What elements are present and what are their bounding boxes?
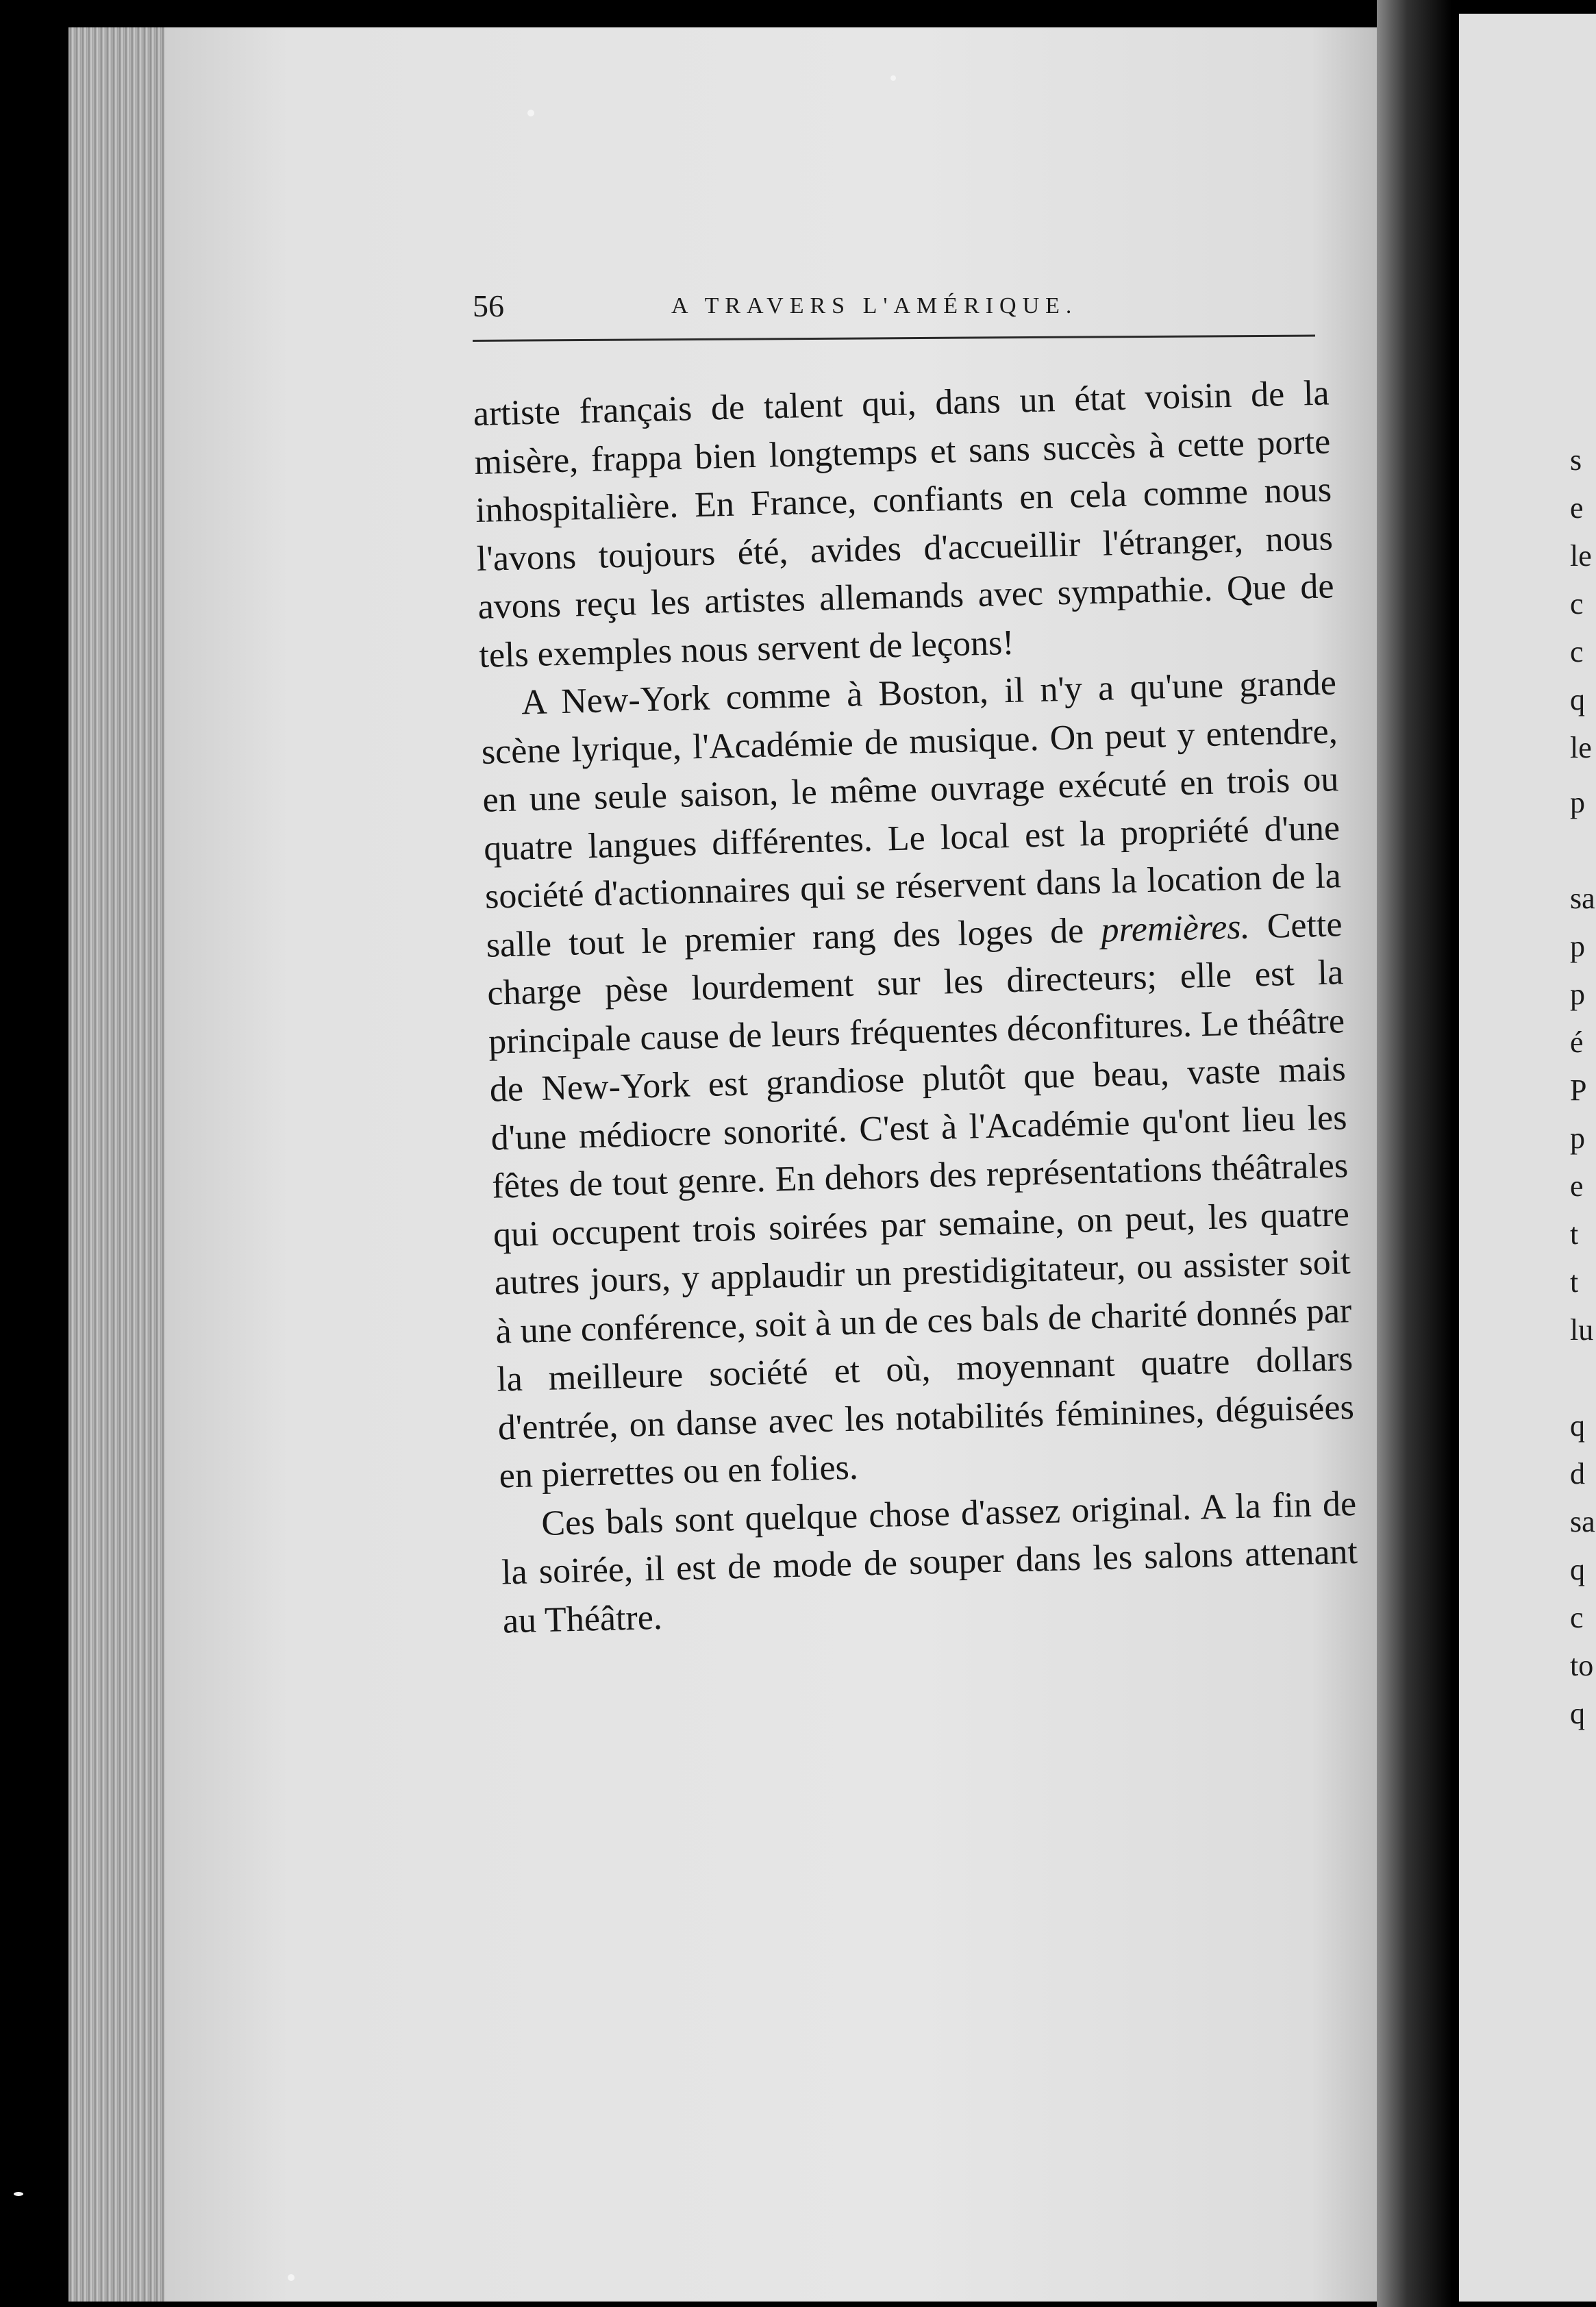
- facing-page-fragment: sa: [1570, 882, 1595, 915]
- facing-page-fragment: to: [1570, 1649, 1594, 1682]
- facing-page-fragment: s: [1570, 443, 1582, 477]
- running-title: A TRAVERS L'AMÉRIQUE.: [671, 293, 1078, 319]
- scan-speck: [527, 110, 534, 116]
- facing-page-fragment: e: [1570, 491, 1584, 525]
- facing-page-fragment: q: [1570, 1409, 1585, 1443]
- facing-page-fragment: q: [1570, 1553, 1585, 1586]
- facing-page-fragment: q: [1570, 1697, 1585, 1730]
- facing-page-fragment: t: [1570, 1265, 1579, 1299]
- facing-page-fragment: c: [1570, 1601, 1584, 1634]
- facing-page-fragment: lu: [1570, 1313, 1594, 1347]
- facing-page-fragment: le: [1570, 731, 1592, 764]
- gutter-shadow: [1377, 0, 1452, 2307]
- scan-speck: [288, 2274, 295, 2281]
- facing-page-fragment: c: [1570, 587, 1584, 621]
- facing-page-fragment: d: [1570, 1457, 1585, 1491]
- facing-page-fragment: p: [1570, 1121, 1585, 1155]
- body-text: [473, 369, 1363, 1815]
- facing-page-fragment: e: [1570, 1169, 1584, 1203]
- italic-text: premières.: [1100, 907, 1251, 950]
- page-edges: [68, 27, 178, 2302]
- facing-page-fragment: p: [1570, 977, 1585, 1011]
- paragraph: artiste français de talent qui, dans un état voisin de la misère, frappa bien longtemps et sans succès à cette porte inhospitalière. En France, confiants en cela comme nous l'avons toujours été, avides d'accueillir l'étranger, nous avons reçu les artistes allemands avec sympathie. Que de tels exemples nous servent de leçons!: [473, 373, 1335, 675]
- scan-speck: [14, 2192, 23, 2196]
- paragraph-text: Cette charge pèse lourdement sur les directeurs; elle est la principale cause de leurs fréquentes déconfitures. Le théâtre de New-York est grandiose plutôt que beau, vaste mais d'une médiocre sonorité. C'est à l'Académie qu'ont lieu les fêtes de tout genre. En dehors des représentations théâtrales qui occupent trois soirées par semaine, on peut, les quatre autres jours, y applaudir un prestidigitateur, ou assister soit à une conférence, soit à un de ces bals de charité donnés par la meilleure société et où, moyennant quatre dollars d'entrée, on danse avec les notabilités féminines, déguisées en pierrettes ou en folies.: [486, 904, 1355, 1496]
- scan-speck: [890, 75, 896, 81]
- paragraph: [479, 659, 1356, 1501]
- facing-page-fragment: q: [1570, 683, 1585, 716]
- page-header: [473, 288, 1308, 336]
- facing-page-fragment: le: [1570, 539, 1592, 573]
- facing-page-fragment: é: [1570, 1025, 1584, 1059]
- facing-page-fragment: sa: [1570, 1505, 1595, 1538]
- paragraph: Ces bals sont quelque chose d'assez original. A la fin de la soirée, il est de mode de souper dans les salons attenant au Théâtre.: [501, 1484, 1358, 1641]
- facing-page-fragment: c: [1570, 635, 1584, 669]
- facing-page-edge: [1459, 14, 1596, 2302]
- facing-page-fragment: p: [1570, 930, 1585, 963]
- facing-page-fragment: P: [1570, 1073, 1587, 1107]
- facing-page-fragment: p: [1570, 786, 1585, 819]
- paragraph-text: A New-York comme à Boston, il n'y a qu'une grande scène lyrique, l'Académie de musique. On peut y entendre, en une seule saison, le même ouvrage exécuté en trois ou quatre langues différentes. Le local est la propriété d'une société d'actionnaires qui se réservent dans la location de la salle tout le premier rang des loges de: [481, 663, 1342, 965]
- page-number: 56: [473, 288, 504, 323]
- facing-page-fragment: t: [1570, 1217, 1579, 1251]
